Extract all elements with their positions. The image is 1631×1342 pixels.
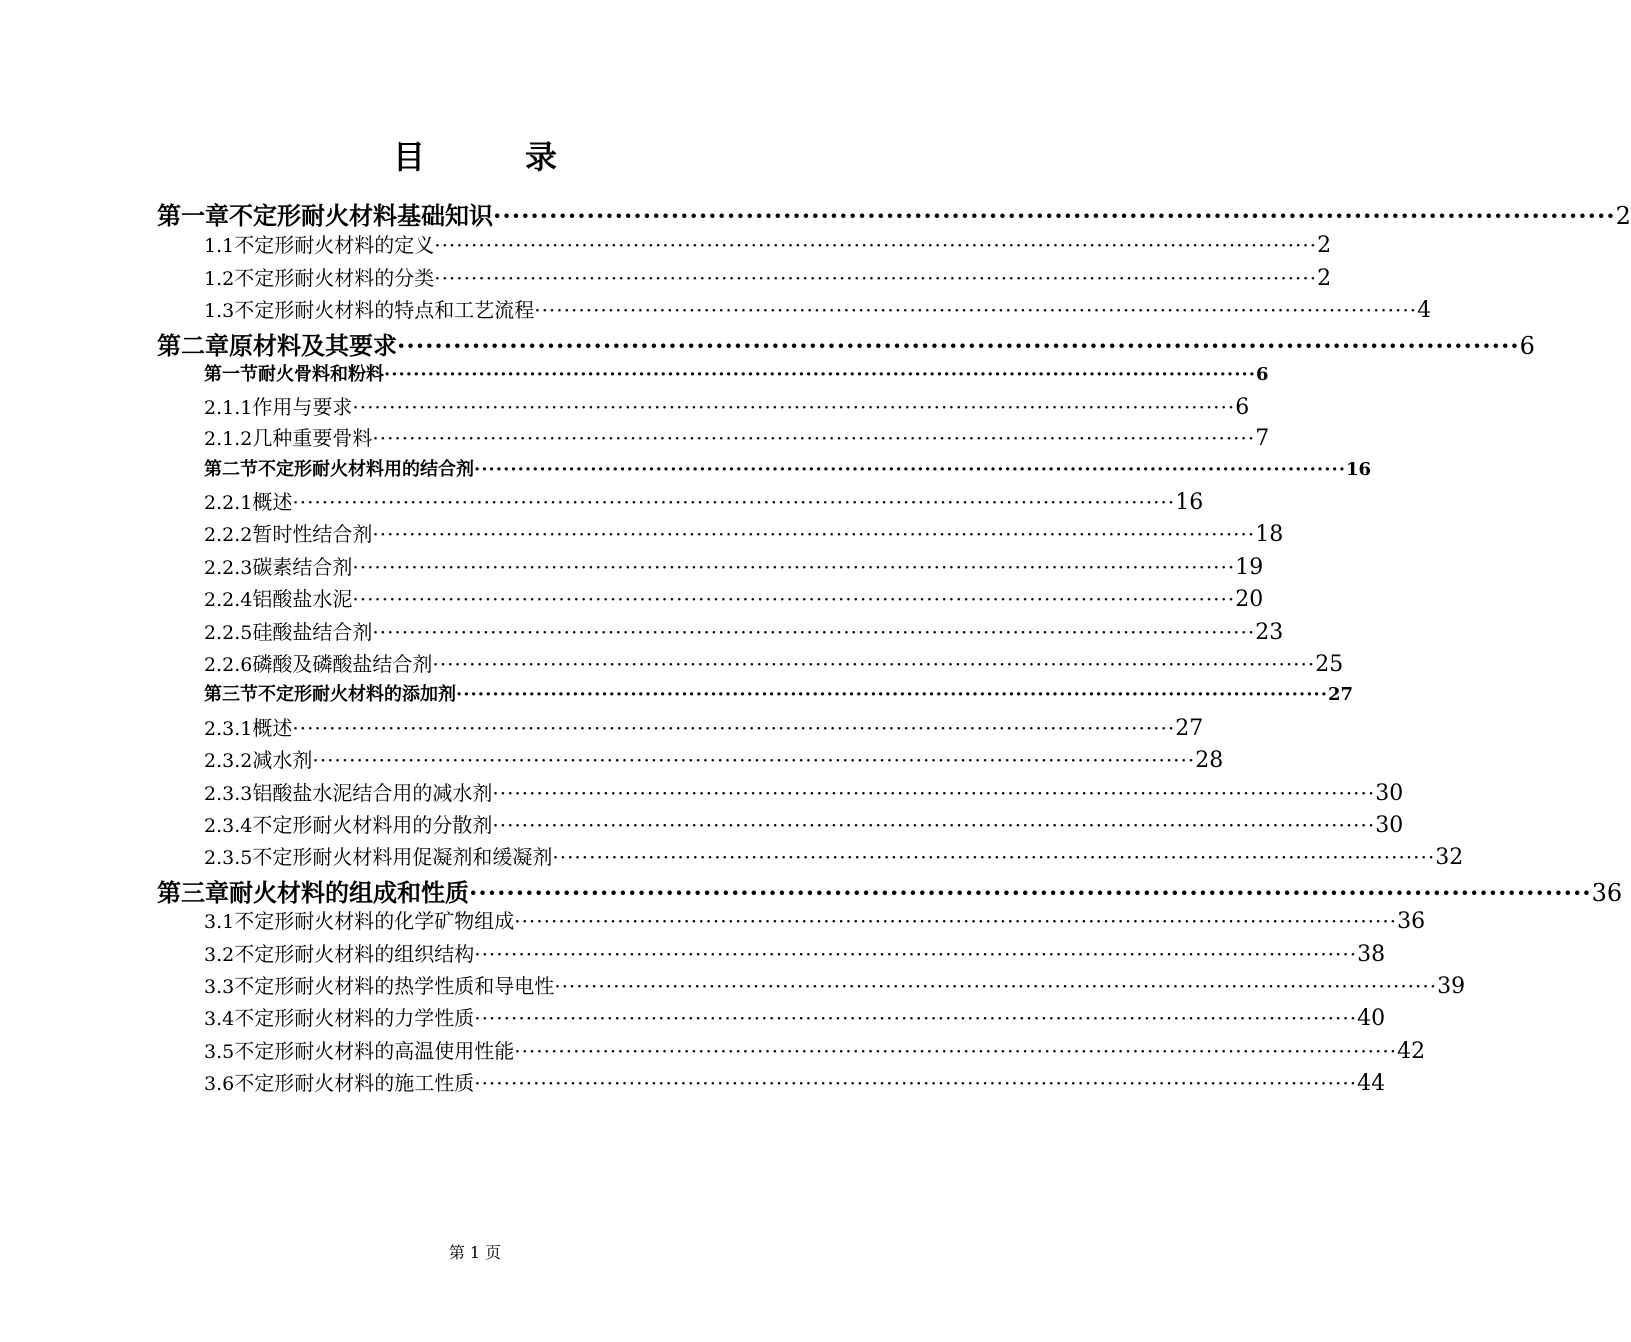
page-footer: 第 1 页 <box>448 1243 502 1262</box>
toc-entry-number: 第三章 <box>157 878 229 907</box>
toc-entry-number: 2.3.5 <box>204 847 253 869</box>
toc-entry-number: 2.3.4 <box>204 815 253 837</box>
toc-entry-number: 3.6 <box>204 1073 235 1095</box>
toc-entry-label: 不定形耐火材料的施工性质 <box>234 1071 475 1095</box>
toc-entry-label: 几种重要骨料 <box>252 426 373 450</box>
toc-entry-label: 不定形耐火材料用的分散剂 <box>252 813 493 837</box>
toc-leader-dots: ························································································································ <box>372 522 1256 546</box>
toc-entry-number: 3.2 <box>204 944 235 966</box>
toc-entry-number: 2.2.3 <box>204 557 253 579</box>
toc-entry-page: 42 <box>1397 1039 1426 1064</box>
toc-title: 目 录 <box>392 138 591 176</box>
toc-entry-label: 减水剂 <box>252 748 313 772</box>
toc-entry-page: 27 <box>1175 716 1204 741</box>
toc-entry-page: 6 <box>1256 364 1269 385</box>
toc-leader-dots: ························································································································ <box>456 684 1328 705</box>
toc-entry-page: 7 <box>1255 426 1270 451</box>
toc-entry-label: 不定形耐火材料的化学矿物组成 <box>234 909 515 933</box>
toc-entry[interactable] <box>204 455 1372 485</box>
toc-leader-dots: ························································································································ <box>312 748 1196 772</box>
toc-entry-page: 28 <box>1195 748 1224 773</box>
toc-entry[interactable] <box>204 422 1270 452</box>
toc-entry-label: 不定形耐火材料的定义 <box>234 233 435 257</box>
toc-entry[interactable] <box>204 616 1284 646</box>
toc-entry[interactable] <box>204 938 1386 968</box>
toc-entry-label: 铝酸盐水泥结合用的减水剂 <box>252 781 493 805</box>
toc-leader-dots: ························································································································ <box>474 942 1358 966</box>
toc-leader-dots: ························································································································ <box>469 878 1592 907</box>
toc-entry-page: 4 <box>1417 298 1432 323</box>
toc-entry-page: 6 <box>1519 332 1535 360</box>
toc-entry-page: 30 <box>1375 813 1404 838</box>
toc-entry-label: 不定形耐火材料的高温使用性能 <box>234 1039 515 1063</box>
toc-entry-number: 2.2.5 <box>204 622 253 644</box>
toc-entry-number: 2.3.1 <box>204 718 253 740</box>
toc-entry-page: 23 <box>1255 620 1284 645</box>
toc-entry-number: 第三节 <box>204 684 258 705</box>
toc-entry-page: 20 <box>1235 587 1264 612</box>
toc-entry-label: 耐火骨料和粉料 <box>258 364 384 385</box>
toc-entry-number: 第一章 <box>157 201 229 230</box>
toc-entry-label: 暂时性结合剂 <box>252 522 373 546</box>
toc-entry[interactable] <box>204 712 1204 742</box>
toc-entry-label: 作用与要求 <box>252 395 353 419</box>
toc-entry[interactable] <box>204 970 1466 1000</box>
toc-entry-number: 1.3 <box>204 300 235 322</box>
toc-entry-page: 32 <box>1435 845 1464 870</box>
toc-leader-dots: ························································································································ <box>474 459 1346 480</box>
toc-leader-dots: ························································································································ <box>292 490 1176 514</box>
toc-entry-label: 不定形耐火材料的分类 <box>234 266 435 290</box>
toc-leader-dots: ························································································································ <box>397 331 1520 360</box>
toc-entry-number: 第一节 <box>204 364 258 385</box>
toc-entry-label: 不定形耐火材料基础知识 <box>229 201 493 230</box>
toc-entry-page: 44 <box>1357 1071 1386 1096</box>
toc-entry-label: 不定形耐火材料的特点和工艺流程 <box>234 298 535 322</box>
toc-leader-dots: ························································································································ <box>493 201 1616 230</box>
toc-leader-dots: ························································································································ <box>434 266 1318 290</box>
toc-entry[interactable] <box>204 1067 1386 1097</box>
toc-entry-label: 磷酸及磷酸盐结合剂 <box>252 652 433 676</box>
toc-entry-page: 2 <box>1615 202 1631 230</box>
toc-leader-dots: ························································································································ <box>514 1039 1398 1063</box>
toc-entry[interactable] <box>204 551 1264 581</box>
toc-leader-dots: ························································································································ <box>474 1071 1358 1095</box>
toc-leader-dots: ························································································································ <box>492 781 1376 805</box>
toc-entry[interactable] <box>157 326 1535 360</box>
toc-leader-dots: ························································································································ <box>474 1006 1358 1030</box>
toc-entry-page: 39 <box>1437 974 1466 999</box>
toc-leader-dots: ························································································································ <box>554 974 1438 998</box>
toc-entry-number: 1.1 <box>204 235 235 257</box>
toc-leader-dots: ························································································································ <box>432 652 1316 676</box>
toc-entry-label: 不定形耐火材料用促凝剂和缓凝剂 <box>252 845 553 869</box>
toc-entry-page: 40 <box>1357 1006 1386 1031</box>
toc-entry-number: 第二章 <box>157 331 229 360</box>
toc-entry-number: 1.2 <box>204 268 235 290</box>
toc-entry[interactable] <box>157 196 1631 230</box>
toc-entry-number: 2.1.2 <box>204 428 253 450</box>
toc-entry-label: 概述 <box>252 716 293 740</box>
toc-entry-number: 第二节 <box>204 459 258 480</box>
toc-entry-page: 36 <box>1397 909 1426 934</box>
toc-entry-page: 16 <box>1175 490 1204 515</box>
toc-entry-number: 2.2.2 <box>204 524 253 546</box>
toc-entry-number: 2.2.4 <box>204 589 253 611</box>
toc-entry-label: 原材料及其要求 <box>229 331 397 360</box>
toc-entry-page: 27 <box>1328 684 1354 705</box>
toc-entry[interactable] <box>204 391 1250 421</box>
toc-entry[interactable] <box>204 518 1284 548</box>
toc-leader-dots: ························································································································ <box>434 233 1318 257</box>
toc-leader-dots: ························································································································ <box>352 555 1236 579</box>
toc-leader-dots: ························································································································ <box>372 426 1256 450</box>
toc-entry-label: 不定形耐火材料的组织结构 <box>234 942 475 966</box>
toc-entry[interactable] <box>204 680 1354 710</box>
toc-leader-dots: ························································································································ <box>534 298 1418 322</box>
toc-entry-number: 2.2.6 <box>204 654 253 676</box>
toc-entry[interactable] <box>204 360 1269 390</box>
toc-entry[interactable] <box>204 1035 1426 1065</box>
toc-leader-dots: ························································································································ <box>352 587 1236 611</box>
toc-entry-number: 3.4 <box>204 1008 235 1030</box>
toc-entry-label: 碳素结合剂 <box>252 555 353 579</box>
toc-entry-page: 16 <box>1346 459 1372 480</box>
toc-entry-page: 19 <box>1235 555 1264 580</box>
toc-entry-label: 铝酸盐水泥 <box>252 587 353 611</box>
toc-leader-dots: ························································································································ <box>514 909 1398 933</box>
toc-entry-label: 耐火材料的组成和性质 <box>229 878 469 907</box>
toc-leader-dots: ························································································································ <box>372 620 1256 644</box>
toc-entry-page: 38 <box>1357 942 1386 967</box>
toc-entry[interactable] <box>157 873 1623 907</box>
toc-entry-page: 2 <box>1317 266 1332 291</box>
toc-entry-label: 概述 <box>252 490 293 514</box>
toc-entry-label: 不定形耐火材料的添加剂 <box>258 684 456 705</box>
toc-entry[interactable] <box>204 294 1432 324</box>
toc-entry[interactable] <box>204 809 1404 839</box>
toc-leader-dots: ························································································································ <box>384 364 1256 385</box>
toc-entry[interactable] <box>204 229 1332 259</box>
toc-entry-page: 6 <box>1235 395 1250 420</box>
toc-entry-page: 25 <box>1315 652 1344 677</box>
toc-entry-number: 3.3 <box>204 976 235 998</box>
toc-entry-label: 不定形耐火材料的热学性质和导电性 <box>234 974 555 998</box>
toc-entry[interactable] <box>204 1002 1386 1032</box>
toc-entry[interactable] <box>204 841 1464 871</box>
toc-entry[interactable] <box>204 777 1404 807</box>
toc-entry[interactable] <box>204 486 1204 516</box>
toc-entry-number: 3.1 <box>204 911 235 933</box>
toc-entry-number: 2.1.1 <box>204 397 253 419</box>
toc-entry-label: 不定形耐火材料用的结合剂 <box>258 459 474 480</box>
toc-entry-number: 2.2.1 <box>204 492 253 514</box>
toc-entry[interactable] <box>204 648 1344 678</box>
toc-entry[interactable] <box>204 583 1264 613</box>
toc-entry-page: 36 <box>1591 879 1623 907</box>
toc-leader-dots: ························································································································ <box>292 716 1176 740</box>
toc-entry-page: 18 <box>1255 522 1284 547</box>
toc-entry-page: 30 <box>1375 781 1404 806</box>
toc-entry[interactable] <box>204 744 1224 774</box>
toc-entry-number: 3.5 <box>204 1041 235 1063</box>
toc-leader-dots: ························································································································ <box>552 845 1436 869</box>
toc-entry-number: 2.3.3 <box>204 783 253 805</box>
toc-leader-dots: ························································································································ <box>352 395 1236 419</box>
toc-entry-number: 2.3.2 <box>204 750 253 772</box>
toc-entry[interactable] <box>204 262 1332 292</box>
toc-entry-label: 不定形耐火材料的力学性质 <box>234 1006 475 1030</box>
toc-entry-label: 硅酸盐结合剂 <box>252 620 373 644</box>
toc-entry[interactable] <box>204 905 1426 935</box>
toc-leader-dots: ························································································································ <box>492 813 1376 837</box>
toc-entry-page: 2 <box>1317 233 1332 258</box>
